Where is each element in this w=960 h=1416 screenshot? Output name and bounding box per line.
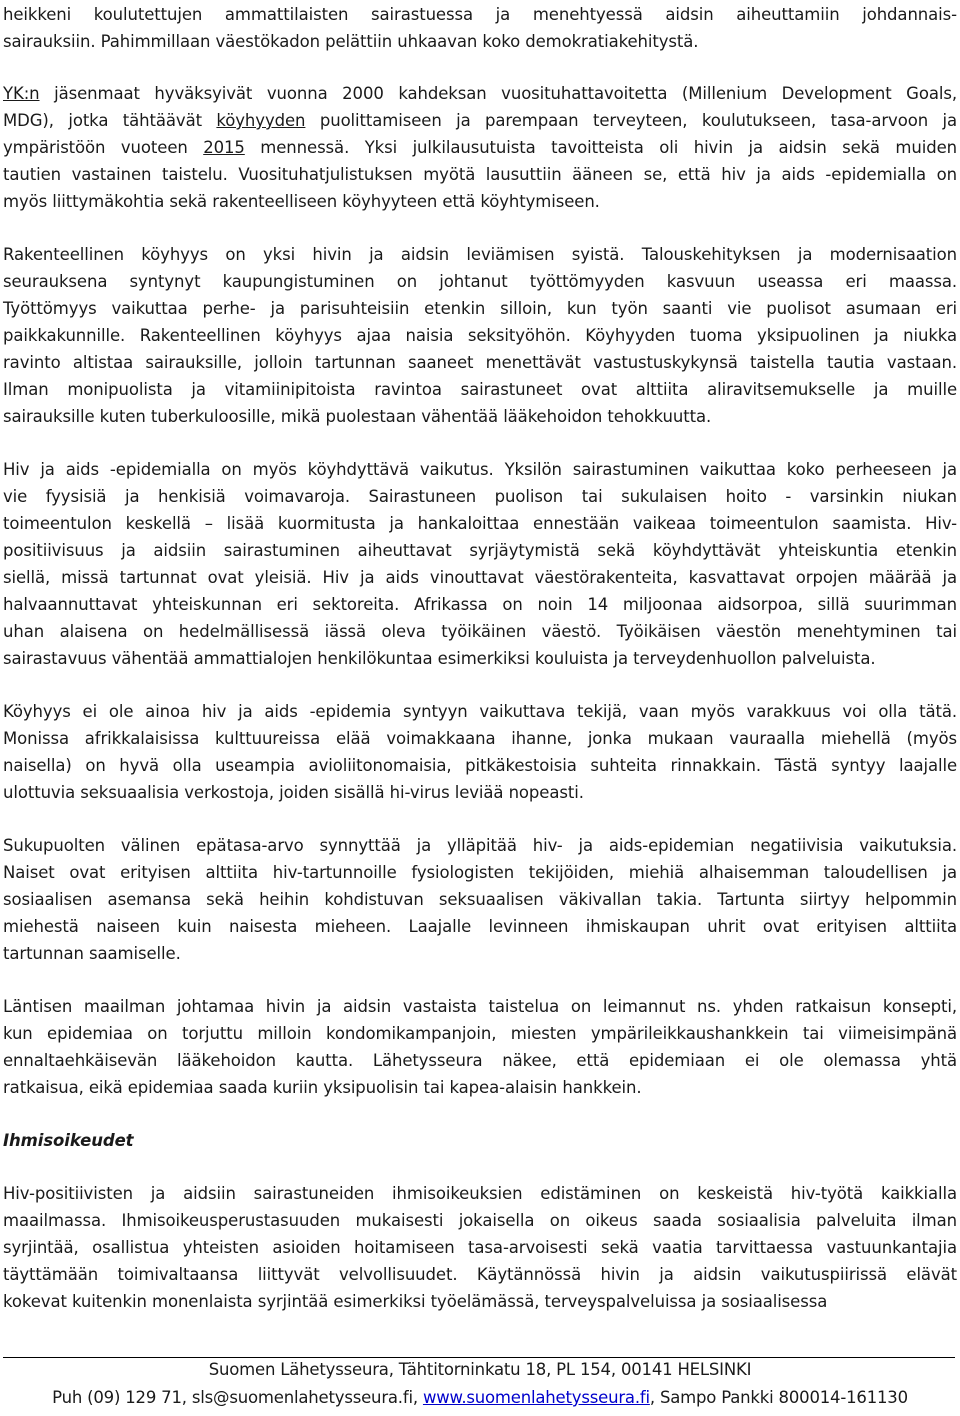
text-line: Työttömyys vaikuttaa perhe- ja parisuhteisiin etenkin silloin, kun työn saanti vie puolisot asumaan eri [3, 299, 957, 318]
text-line: heikkeni koulutettujen ammattilaisten sairastuessa ja menehtyessä aidsin aiheuttamiin johdannais- [3, 5, 957, 24]
text-segment: puolittamiseen ja parempaan terveyteen, koulutukseen, tasa-arvoon ja [305, 111, 957, 130]
text-line: naisella) on hyvä olla useampia avioliitonomaisia, pitkäkestoisia suhteita rinnakkain. Tästä syntyy laajalle [3, 756, 957, 775]
footer-contact [0, 1384, 960, 1412]
text-segment: ympäristöön vuoteen [3, 138, 204, 157]
text-line: Ilman monipuolista ja vitamiinipitoista ravintoa sairastuneet ovat alttiita aliravitsemukselle ja muille [3, 380, 957, 399]
text-line: ennaltaehkäisevän lääkehoidon kautta. Lähetysseura näkee, että epidemiaan ei ole olemassa yhtä [3, 1051, 957, 1070]
text-line: tautien vastainen taistelu. Vuosituhatjulistuksen myötä lausuttiin ääneen se, että hiv ja aids -epidemialla on [3, 165, 957, 184]
text-line: ulottuvia seksuaalisia verkostoja, joiden sisällä hi-virus leviää nopeasti. [3, 783, 584, 802]
text-line: toimeentulon keskellä – lisää kuormitusta ja hankaloittaa ennestään vaikeaa toimeentulon saamista. Hiv- [3, 514, 957, 533]
text-line: Köyhyys ei ole ainoa hiv ja aids -epidemia syntyyn vaikuttava tekijä, vaan myös varakkuus voi olla tätä. [3, 702, 957, 721]
text-line: halvaannuttavat yhteiskunnan eri sektoreita. Afrikassa on noin 14 miljoonaa aidsorpoa, sillä suurimman [3, 595, 957, 614]
text-line: Monissa afrikkalaisissa kulttuureissa elää voimakkaana ihanne, jonka mukaan vauraalla miehellä (myös [3, 729, 957, 748]
text-line: kun epidemiaa on torjuttu milloin kondomikampanjoin, miesten ympärileikkaushankkein tai viimeisimpänä [3, 1024, 957, 1043]
text-segment: jäsenmaat hyväksyivät vuonna 2000 kahdeksan vuosituhattavoitetta (Millenium Development Goals, [39, 84, 957, 103]
heading-ihmisoikeudet: Ihmisoikeudet [3, 1131, 134, 1150]
footer-address: Suomen Lähetysseura, Tähtitorninkatu 18, PL 154, 00141 HELSINKI [208, 1360, 752, 1379]
text-line: Hiv-positiivisten ja aidsiin sairastuneiden ihmisoikeuksien edistäminen on keskeistä hiv-työtä kaikkialla [3, 1184, 957, 1203]
footer-website-link[interactable]: www.suomenlahetysseura.fi [422, 1388, 650, 1407]
footer-contact-prefix: Puh (09) 129 71, sls@suomenlahetysseura.fi, [52, 1388, 423, 1407]
text-line: myös liittymäkohtia sekä rakenteelliseen köyhyyteen että köyhtymiseen. [3, 192, 600, 211]
text-line: uhan alaisena on hedelmällisessä iässä oleva työikäinen väestö. Työikäisen väestön menehtyminen tai [3, 622, 957, 641]
text-line: paikkakunnille. Rakenteellinen köyhyys ajaa naisia seksityöhön. Köyhyyden tuoma yksipuolinen ja niukka [3, 326, 957, 345]
text-line: positiivisuus ja aidsiin sairastuminen aiheuttavat syrjäytymistä sekä köyhdyttävät yhteiskuntia etenkin [3, 541, 957, 560]
text-line: maailmassa. Ihmisoikeusperustasuuden mukaisesti jokaisella on oikeus saada sosiaalisia palveluita ilman [3, 1211, 957, 1230]
text-segment: mennessä. Yksi julkilausutuista tavoitteista oli hivin ja aidsin sekä muiden [244, 138, 957, 157]
text-line: Naiset ovat erityisen alttiita hiv-tartunnoille fysiologisten tekijöiden, miehiä alhaisemman taloudellisen ja [3, 863, 957, 882]
text-line: sairastavuus vähentää ammattialojen henkilökuntaa esimerkiksi kouluista ja terveydenhuollon palveluista. [3, 649, 876, 668]
text-line: täyttämään toimivaltaansa liittyvät velvollisuudet. Käytännössä hivin ja aidsin vaikutuspiirissä elävät [3, 1265, 957, 1284]
text-line [3, 80, 957, 107]
underlined-term: 2015 [203, 138, 245, 157]
text-line: sairauksille kuten tuberkuloosille, mikä puolestaan vähentää lääkehoidon tehokkuutta. [3, 407, 712, 426]
text-line: sairauksiin. Pahimmillaan väestökadon pelättiin uhkaavan koko demokratiakehitystä. [3, 32, 699, 51]
text-line: seurauksena syntynyt kaupungistuminen on johtanut työttömyyden kasvuun useassa eri maassa. [3, 272, 957, 291]
text-line: Läntisen maailman johtamaa hivin ja aidsin vastaista taistelua on leimannut ns. yhden ratkaisun konsepti, [3, 997, 957, 1016]
text-line: kokevat kuitenkin monenlaista syrjintää esimerkiksi työelämässä, terveyspalveluissa ja sosiaalisessa [3, 1292, 828, 1311]
text-line: vie fyysisiä ja henkisiä voimavaroja. Sairastuneen puolison tai sukulaisen hoito - varsinkin niukan [3, 487, 957, 506]
text-line: Rakenteellinen köyhyys on yksi hivin ja aidsin leviämisen syistä. Talouskehityksen ja modernisaation [3, 245, 957, 264]
text-line: syrjintää, osallistua yhteisten asioiden hoitamiseen tasa-arvoisesti sekä vaatia tarvittaessa vastuunkantajia [3, 1238, 957, 1257]
text-line: tartunnan saamiselle. [3, 944, 181, 963]
underlined-term: YK:n [3, 84, 40, 103]
text-line [3, 107, 957, 134]
footer-contact-suffix: , Sampo Pankki 800014-161130 [649, 1388, 908, 1407]
text-line: sosiaalisen asemansa sekä heihin kohdistuvan seksuaalisen väkivallan takia. Tartunta siirtyy helpommin [3, 890, 957, 909]
underlined-term: köyhyyden [216, 111, 306, 130]
text-line: ravinto altistaa sairauksille, jolloin tartunnan saaneet menettävät vastustuskykynsä taistella tautia vastaan. [3, 353, 957, 372]
text-line: Sukupuolten välinen epätasa-arvo synnyttää ja ylläpitää hiv- ja aids-epidemian negatiivisia vaikutuksia. [3, 836, 957, 855]
text-line: Hiv ja aids -epidemialla on myös köyhdyttävä vaikutus. Yksilön sairastuminen vaikuttaa koko perheeseen ja [3, 460, 957, 479]
text-line [3, 134, 957, 161]
text-line: siellä, missä tartunnat ovat yleisiä. Hiv ja aids vinouttavat väestörakenteita, kasvattavat orpojen määrää ja [3, 568, 957, 587]
text-segment: MDG), jotka tähtäävät [3, 111, 217, 130]
text-line: miehestä naiseen kuin naisesta mieheen. Laajalle levinneen ihmiskaupan uhrit ovat erityisen alttiita [3, 917, 957, 936]
text-line: ratkaisua, eikä epidemiaa saada kuriin yksipuolisin tai kapea-alaisin hankkein. [3, 1078, 642, 1097]
